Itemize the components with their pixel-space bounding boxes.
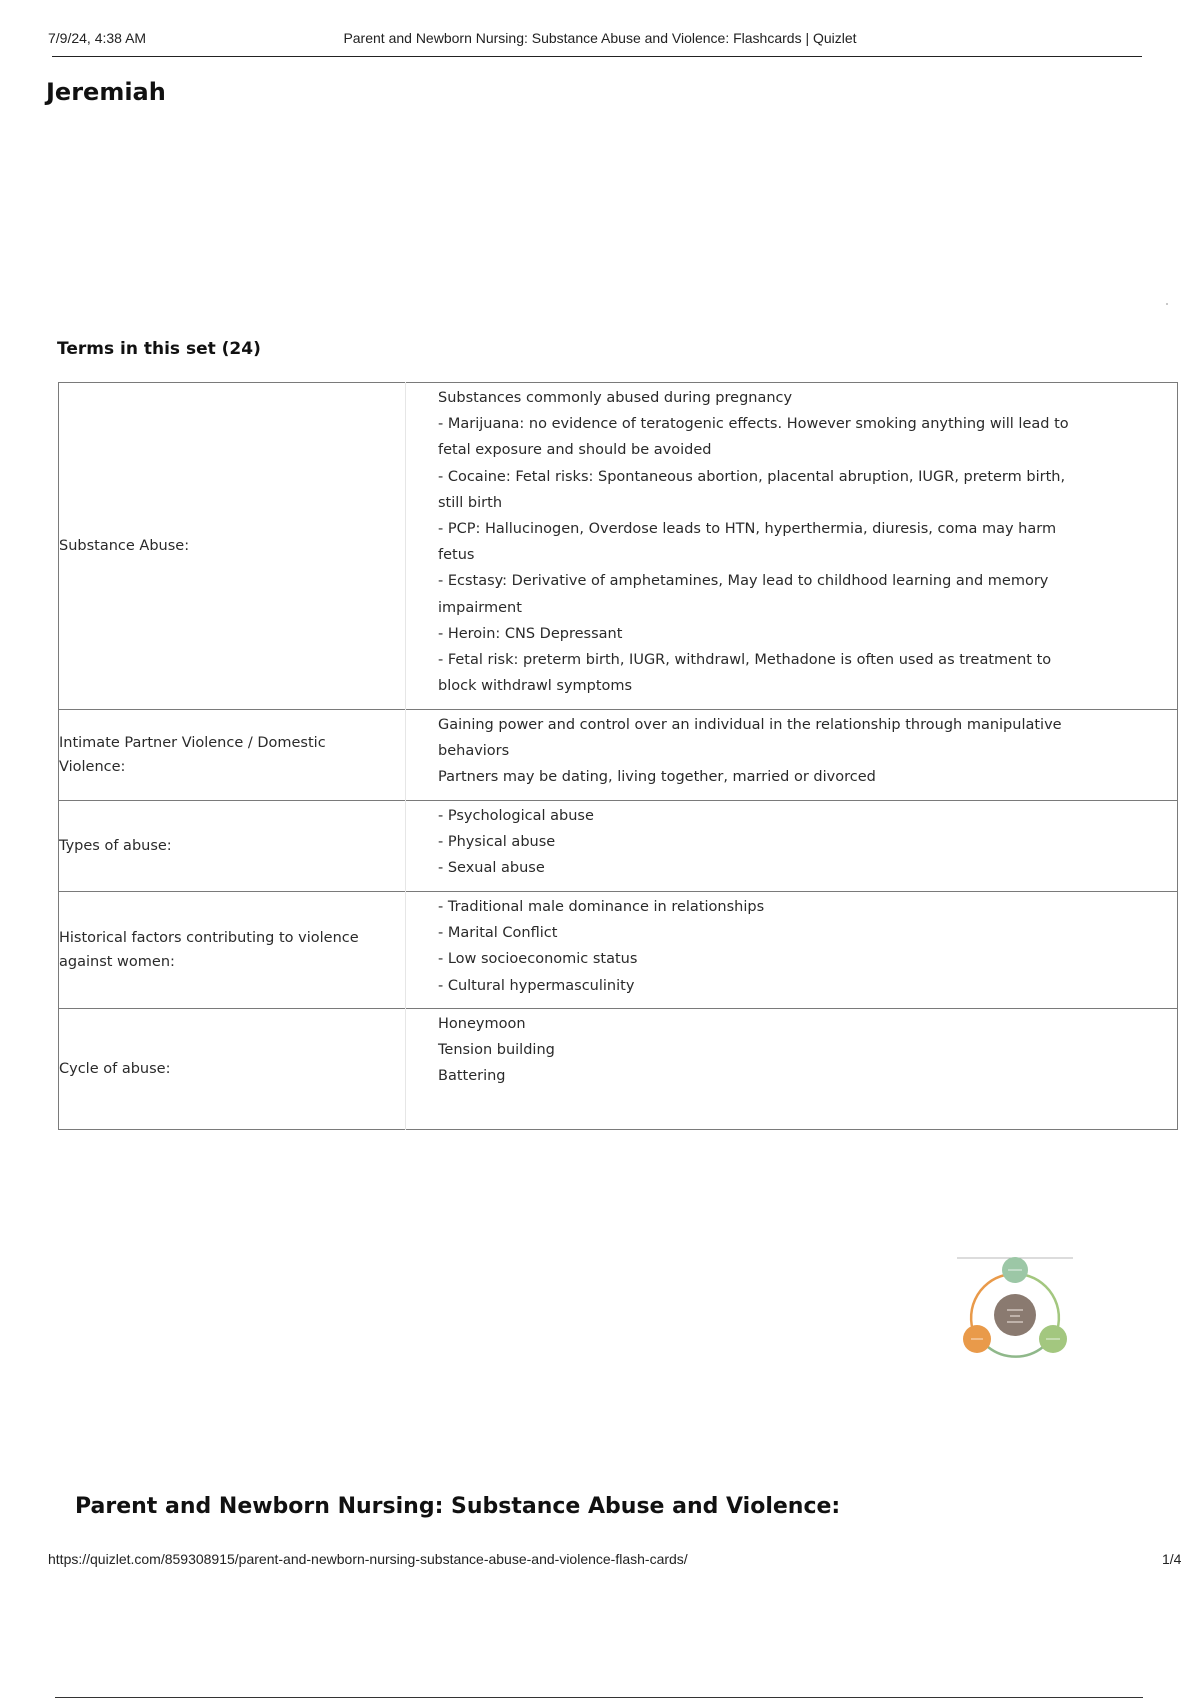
definition-line: Gaining power and control over an individual in the relationship through manipulative [438,717,1062,733]
stray-mark [1166,303,1168,305]
set-author[interactable]: Jeremiah [46,78,166,106]
definition-line: - Cocaine: Fetal risks: Spontaneous abortion, placental abruption, IUGR, preterm birth, [438,468,1066,485]
definition-line: - Low socioeconomic status [438,951,638,968]
definition-line: - Physical abuse [438,834,556,851]
term-cell [59,892,406,1009]
definition-cell [406,710,1178,801]
definition-line: behaviors [438,743,510,760]
term-row [59,710,1178,801]
definition-line: - Traditional male dominance in relationships [438,899,765,915]
definition-line: - Ecstasy: Derivative of amphetamines, May lead to childhood learning and memory [438,573,1049,590]
definition-cell [406,892,1178,1009]
definition-line: - Marital Conflict [438,925,558,942]
definition-cell [406,801,1178,892]
footer-set-title: Parent and Newborn Nursing: Substance Abuse and Violence: [75,1494,841,1519]
term-row [59,383,1178,710]
definition-line: block withdrawl symptoms [438,678,633,695]
definition-cell [406,383,1178,710]
definition-line: Battering [438,1068,506,1085]
term-text: Substance Abuse: [59,538,190,554]
definition-line: still birth [438,494,503,511]
print-url[interactable]: https://quizlet.com/859308915/parent-and-newborn-nursing-substance-abuse-and-violence-flash-cards/ [48,1551,688,1567]
definition-line: - Marijuana: no evidence of teratogenic effects. However smoking anything will lead to [438,416,1069,433]
definition-line: - Sexual abuse [438,860,545,877]
cycle-of-abuse-image [955,1255,1075,1365]
term-text: Cycle of abuse: [59,1061,171,1077]
print-page-title: Parent and Newborn Nursing: Substance Abuse and Violence: Flashcards | Quizlet [343,30,857,46]
term-row [59,801,1178,892]
term-cell [59,1009,406,1130]
definition-line: Tension building [438,1042,555,1059]
term-text: Intimate Partner Violence / Domestic Violence: [59,735,326,775]
terms-heading: Terms in this set (24) [57,339,261,359]
diagram-arc-bottom [988,1347,1043,1357]
term-row [59,892,1178,1009]
definition-line: - Psychological abuse [438,808,594,824]
definition-line: Honeymoon [438,1016,526,1032]
terms-table [58,382,1178,1130]
definition-line: Substances commonly abused during pregnancy [438,390,793,406]
page-number: 1/4 [1162,1551,1182,1567]
print-datetime: 7/9/24, 4:38 AM [48,30,147,46]
definition-line: fetal exposure and should be avoided [438,442,712,459]
definition-line: impairment [438,599,522,616]
definition-line: fetus [438,547,475,564]
definition-line: Partners may be dating, living together, married or divorced [438,769,876,786]
term-cell [59,801,406,892]
diagram-center-node [994,1294,1036,1336]
definition-cell [406,1009,1178,1130]
definition-line: - Cultural hypermasculinity [438,977,635,994]
term-cell [59,710,406,801]
term-text: Historical factors contributing to violence against women: [59,930,359,970]
term-text: Types of abuse: [59,838,172,854]
definition-line: - PCP: Hallucinogen, Overdose leads to HTN, hyperthermia, diuresis, coma may harm [438,521,1057,538]
term-cell [59,383,406,710]
definition-line: - Heroin: CNS Depressant [438,625,623,642]
definition-line: - Fetal risk: preterm birth, IUGR, withdrawl, Methadone is often used as treatment to [438,652,1052,669]
bottom-divider [55,1697,1143,1698]
header-divider [52,56,1142,57]
term-row [59,1009,1178,1130]
